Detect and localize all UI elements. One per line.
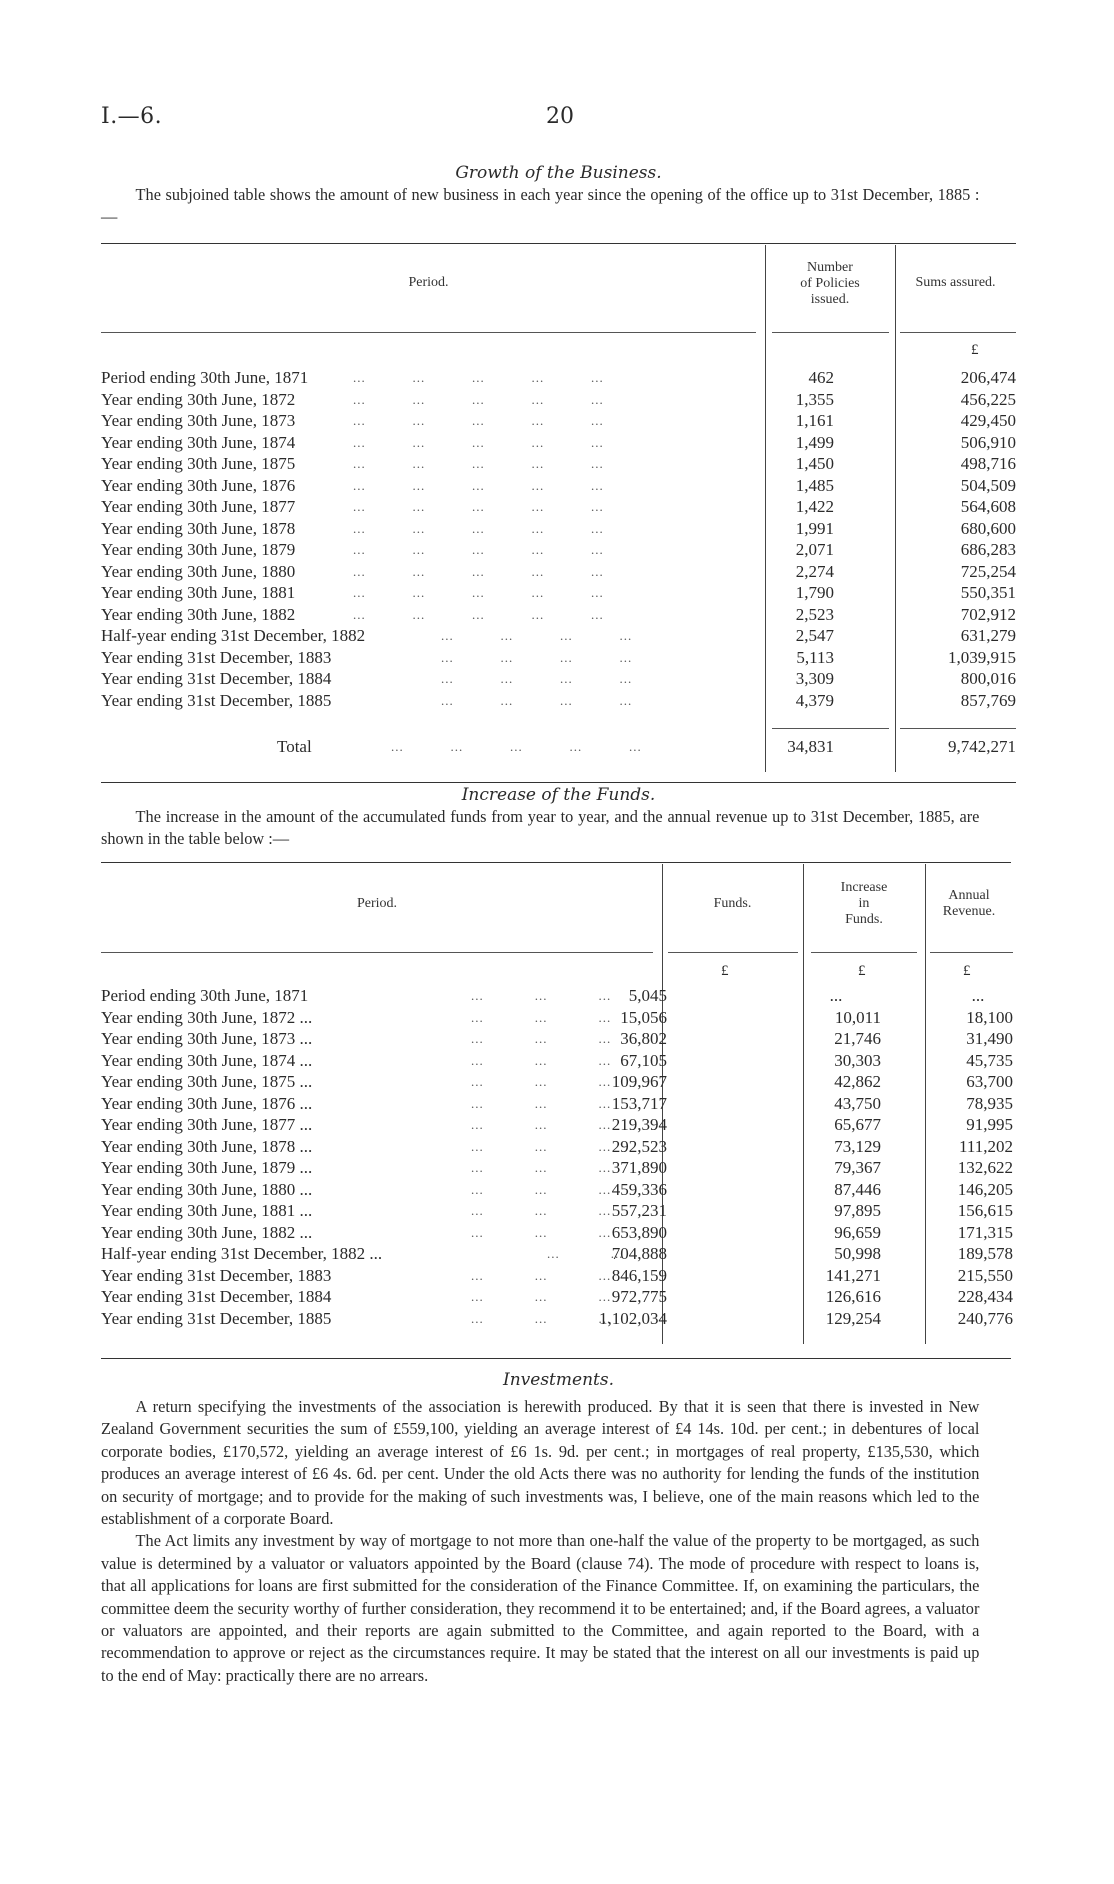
growth-header-policies: Number of Policies issued.: [800, 260, 860, 307]
funds-table-top-rule: [101, 862, 1011, 863]
table-row: Year ending 30th June, 1875 ... ... ... ... ... 1,450 498,716: [101, 454, 1016, 473]
section-title-growth: Growth of the Business.: [455, 163, 662, 183]
revenue-currency-symbol: £: [963, 963, 971, 979]
section-title-funds: Increase of the Funds.: [461, 785, 656, 805]
growth-header-rule-sums: [900, 332, 1016, 333]
table-row: Year ending 30th June, 1882 ... ... ... ... ... 2,523 702,912: [101, 604, 1016, 624]
table-row: Year ending 31st December, 1884 ... ... ... 972,775 126,616 228,434: [101, 1287, 1013, 1306]
funds-header-revenue: Annual Revenue.: [942, 888, 996, 919]
table-row: Year ending 30th June, 1880 ... ... ... ... ... 2,274 725,254: [101, 561, 1016, 581]
table-row: Year ending 31st December, 1883 ... ... ... ... 5,113 1,039,915: [101, 647, 1016, 667]
growth-total-row: [101, 736, 1016, 758]
growth-intro: The subjoined table shows the amount of new business in each year since the opening of the office up to 31st December, 1885 :—: [101, 185, 980, 227]
table-row: Year ending 30th June, 1873 ... ... ... ... 36,802 21,746 31,490: [101, 1029, 1013, 1048]
funds-table-body: [101, 985, 1013, 1329]
table-row: Year ending 30th June, 1876 ... ... ... ... 153,717 43,750 78,935: [101, 1093, 1013, 1113]
growth-header-period: Period.: [408, 275, 449, 290]
funds-currency-symbol: £: [721, 963, 729, 979]
table-row: Year ending 30th June, 1879 ... ... ... ... ... 2,071 686,283: [101, 540, 1016, 559]
funds-header-rule-period: [101, 952, 653, 953]
funds-header-increase: Increase in Funds.: [840, 880, 888, 927]
growth-header-rule-period: [101, 332, 756, 333]
funds-header-rule-increase: [811, 952, 917, 953]
growth-total-rule-policies: [772, 728, 889, 729]
table-row: Year ending 31st December, 1885 ... ... ... ... 4,379 857,769: [101, 690, 1016, 710]
growth-header-sums: Sums assured.: [915, 275, 996, 290]
table-row: Year ending 31st December, 1885 ... ... ... 1,102,034 129,254 240,776: [101, 1308, 1013, 1328]
growth-table-body: [101, 367, 1016, 711]
growth-table-bottom-rule: [101, 782, 1016, 783]
investments-paragraph-1: A return specifying the investments of the association is herewith produced. By that it is seen that there is invested in New Zealand Government securities the sum of £559,100, yielding an average interest of £4 14s. 10d. per cent.; in debentures of local corporate bodies, £170,572, yielding an average interest of £6 1s. 9d. per cent.; in mortgages of real property, £135,530, which produces an average interest of £6 4s. 6d. per cent. Under the old Acts there was no authority for lending the funds of the institution on security of mortgage; and to provide for the making of such investments was, I believe, one of the main reasons which led to the establishment of a corporate Board.: [101, 1397, 980, 1529]
funds-header-funds: Funds.: [713, 896, 752, 911]
table-row: Year ending 30th June, 1872 ... ... ... ... ... 1,355 456,225: [101, 389, 1016, 409]
funds-header-rule-funds: [668, 952, 798, 953]
table-row: Period ending 30th June, 1871 ... ... ... ... ... 462 206,474: [101, 368, 1016, 387]
table-row: Year ending 30th June, 1875 ... ... ... ... 109,967 42,862 63,700: [101, 1072, 1013, 1091]
growth-total-rule-sums: [900, 728, 1016, 729]
table-row: Year ending 30th June, 1878 ... ... ... ... 292,523 73,129 111,202: [101, 1136, 1013, 1156]
funds-header-rule-revenue: [930, 952, 1013, 953]
table-row: Year ending 30th June, 1880 ... ... ... ... 459,336 87,446 146,205: [101, 1179, 1013, 1199]
growth-table-top-rule: [101, 243, 1016, 244]
section-title-investments: Investments.: [503, 1370, 614, 1390]
funds-intro: The increase in the amount of the accumulated funds from year to year, and the annual revenue up to 31st December, 1885, are shown in the table below :—: [101, 807, 980, 849]
growth-header-rule-policies: [772, 332, 889, 333]
table-row: Year ending 30th June, 1877 ... ... ... ... 219,394 65,677 91,995: [101, 1115, 1013, 1134]
funds-table-bottom-rule: [101, 1358, 1011, 1359]
growth-currency-symbol: £: [971, 342, 979, 358]
table-row: Year ending 30th June, 1874 ... ... ... ... 67,105 30,303 45,735: [101, 1050, 1013, 1070]
table-row: Year ending 31st December, 1883 ... ... ... 846,159 141,271 215,550: [101, 1265, 1013, 1285]
page-number: 20: [546, 104, 574, 129]
table-row: Year ending 30th June, 1876 ... ... ... ... ... 1,485 504,509: [101, 475, 1016, 495]
table-row: Year ending 30th June, 1878 ... ... ... ... ... 1,991 680,600: [101, 518, 1016, 538]
table-row: Year ending 30th June, 1872 ... ... ... ... 15,056 10,011 18,100: [101, 1007, 1013, 1027]
investments-paragraph-2: The Act limits any investment by way of mortgage to not more than one-half the value of the property to be mortgaged, as such value is determined by a valuator or valuators appointed by the Board (clause 74). The mode of procedure with respect to loans is, that all applications for loans are first submitted for the consideration of the Finance Committee. If, on examining the particulars, the committee deem the security worthy of further consideration, they recommend it to be entertained; and, if the Board agrees, a valuator or valuators are appointed, and their reports are again submitted to the Committee, and again reported to the Board, with a recommendation to approve or reject as the circumstances require. It may be stated that the interest on all our investments is paid up to the end of May: practically there are no arrears.: [101, 1531, 980, 1685]
table-row: Year ending 30th June, 1877 ... ... ... ... ... 1,422 564,608: [101, 497, 1016, 516]
investments-body: [101, 1396, 979, 1687]
table-row: Year ending 30th June, 1881 ... ... ... ... 557,231 97,895 156,615: [101, 1201, 1013, 1220]
funds-header-period: Period.: [356, 896, 398, 911]
table-row: Year ending 30th June, 1879 ... ... ... ... 371,890 79,367 132,622: [101, 1158, 1013, 1177]
document-reference: I.—6.: [101, 104, 163, 129]
table-row: Year ending 31st December, 1884 ... ... ... ... 3,309 800,016: [101, 669, 1016, 688]
table-row: Year ending 30th June, 1881 ... ... ... ... ... 1,790 550,351: [101, 583, 1016, 602]
table-total-row: Total ... ... ... ... ... 34,831 9,742,271: [277, 737, 1016, 756]
table-row: Half-year ending 31st December, 1882 ... ... ... 704,888 50,998 189,578: [101, 1244, 1013, 1263]
table-row: Year ending 30th June, 1873 ... ... ... ... ... 1,161 429,450: [101, 411, 1016, 430]
table-row: Period ending 30th June, 1871 ... ... ... 5,045 ... ...: [101, 986, 985, 1005]
table-row: Half-year ending 31st December, 1882 ... ... ... ... 2,547 631,279: [101, 626, 1016, 645]
table-row: Year ending 30th June, 1874 ... ... ... ... ... 1,499 506,910: [101, 432, 1016, 452]
increase-currency-symbol: £: [858, 963, 866, 979]
table-row: Year ending 30th June, 1882 ... ... ... ... 653,890 96,659 171,315: [101, 1222, 1013, 1242]
